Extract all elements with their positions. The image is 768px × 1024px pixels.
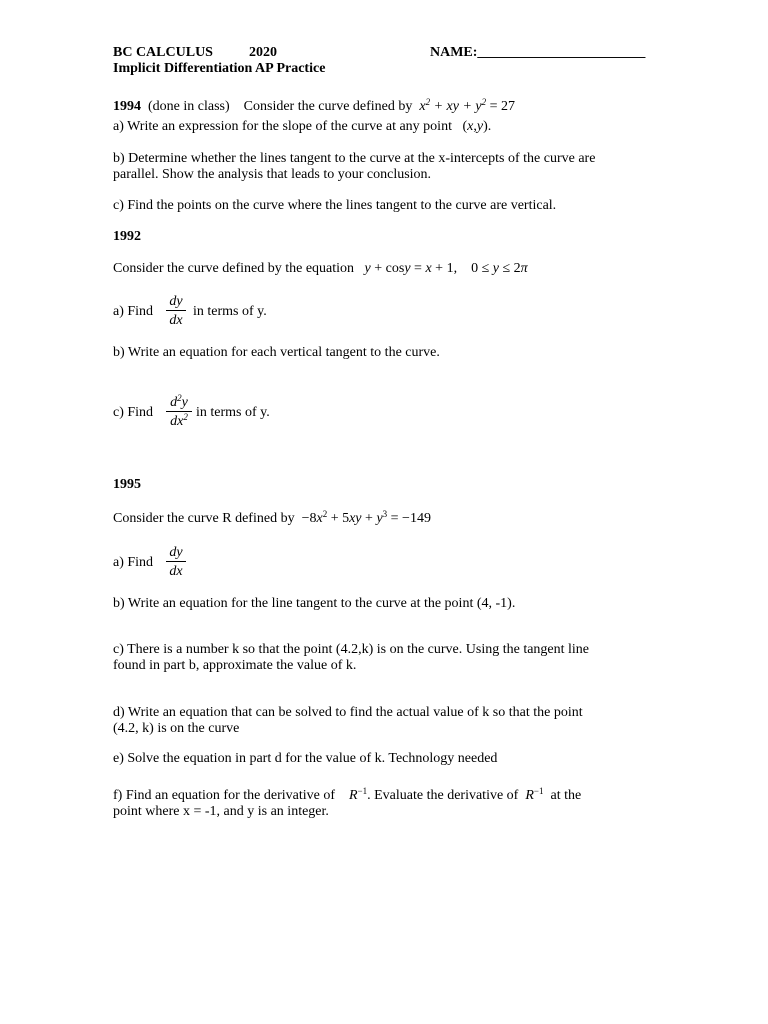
course-year: 2020 [249, 45, 277, 60]
equation-1994: $x^2$ + xy + $y^2 = 27$ [419, 97, 516, 114]
problem-1995-part-d-line1: d) Write an equation that can be solved to find the actual value of k so that the point [113, 705, 583, 720]
problem-1995-intro-text: Consider the curve R defined by [113, 511, 295, 526]
page-subtitle: Implicit Differentiation AP Practice [113, 61, 326, 76]
problem-1992-part-a-suffix: in terms of y. [193, 304, 267, 319]
dy-dx-fraction-1995: dy dx [166, 545, 186, 579]
problem-1995-part-f-line1 [113, 788, 581, 804]
problem-1992-year: 1992 [113, 229, 141, 244]
problem-1995-part-d-line2: (4.2, k) is on the curve [113, 721, 240, 736]
equation-1992: y + cosy = x + 1, 0 ≤ y ≤ 2π [364, 261, 528, 276]
problem-1994-note: (done in class) [148, 99, 230, 114]
problem-1995-year: 1995 [113, 477, 141, 492]
problem-1992-intro [113, 261, 528, 277]
problem-1992-part-c-suffix: in terms of y. [196, 405, 270, 420]
r-inverse-1: $R^{-1}$ [348, 786, 368, 803]
problem-1992-part-b: b) Write an equation for each vertical tangent to the curve. [113, 345, 440, 360]
problem-1994-part-a: a) Write an expression for the slope of the curve at any point (x,y). [113, 119, 492, 134]
problem-1995-part-a-prefix: a) Find [113, 555, 154, 570]
name-field-label: NAME:________________________ [430, 45, 646, 60]
problem-1995-part-c-line2: found in part b, approximate the value of k. [113, 658, 357, 673]
problem-1995-part-f-mid: . Evaluate the derivative of [367, 788, 519, 803]
d2y-dx2-fraction: $d^2y$ $dx^2$ [166, 395, 192, 429]
dy-dx-fraction: dy dx [166, 294, 186, 328]
problem-1992-part-a-prefix: a) Find [113, 304, 154, 319]
problem-1994-part-b-line2: parallel. Show the analysis that leads to your conclusion. [113, 167, 432, 182]
course-title: BC CALCULUS [113, 45, 213, 60]
point-xy: (x,y) [462, 119, 488, 134]
problem-1995-part-b: b) Write an equation for the line tangent to the curve at the point (4, -1). [113, 596, 516, 611]
problem-1994-part-a-text: a) Write an expression for the slope of the curve at any point [113, 119, 452, 134]
problem-1994-part-b-line1: b) Determine whether the lines tangent to the curve at the x-intercepts of the curve are [113, 151, 596, 166]
problem-1995-part-c-line1: c) There is a number k so that the point (4.2,k) is on the curve. Using the tangent line [113, 642, 590, 657]
problem-1994-intro [113, 99, 515, 115]
problem-1994-intro-text: Consider the curve defined by [243, 99, 413, 114]
problem-1995-part-f-suffix: at the [550, 788, 582, 803]
r-inverse-2: $R^{-1}$ [525, 786, 544, 803]
problem-1995-part-e: e) Solve the equation in part d for the value of k. Technology needed [113, 751, 498, 766]
problem-1994-part-c: c) Find the points on the curve where the lines tangent to the curve are vertical. [113, 198, 557, 213]
problem-1995-intro [113, 511, 431, 527]
problem-1994-year: 1994 [113, 99, 141, 114]
problem-1992-part-c-prefix: c) Find [113, 405, 154, 420]
problem-1992-intro-text: Consider the curve defined by the equation [113, 261, 355, 276]
problem-1995-part-f-prefix: f) Find an equation for the derivative of [113, 788, 335, 803]
problem-1995-part-f-line2: point where x = -1, and y is an integer. [113, 804, 329, 819]
equation-1995: $-8x^2 + 5xy + y^3 = -149$ [301, 509, 431, 526]
